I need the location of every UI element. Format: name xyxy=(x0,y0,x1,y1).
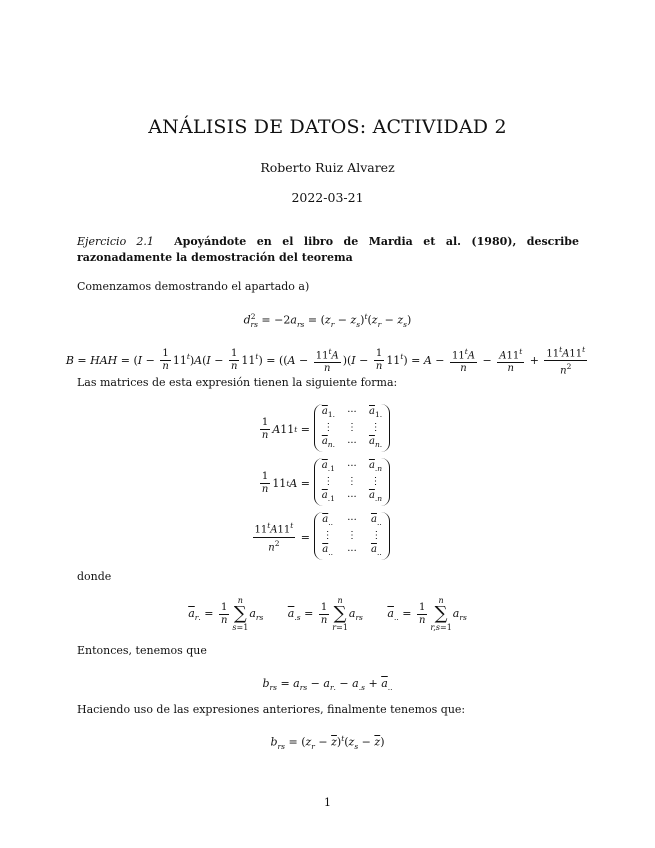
exercise-text: Apoyándote en el libro de Mardia et al. (1980), describe razonadamente la demostración del teorema xyxy=(77,235,579,264)
matrix-1: $\overline{a}_{1.}$ ··· $\overline{a}_{1.}$ ⋮ ⋮ ⋮ $\overline{a}_{n.}$ ··· $\overline{a}_{n.}$ xyxy=(314,404,390,452)
document-date: 2022-03-21 xyxy=(291,190,364,205)
exercise-statement xyxy=(77,234,579,266)
entonces-paragraph: Entonces, tenemos que xyxy=(77,644,207,657)
haciendo-paragraph: Haciendo uso de las expresiones anteriores, finalmente tenemos que: xyxy=(77,703,466,716)
matrix-equation-2 xyxy=(0,458,655,508)
equation-b-rs-final: $b_{rs} = (z_r - \overline{z})^t(z_s - \overline{z})$ xyxy=(270,734,385,751)
matrix-3-lhs: $\frac{11^tA11^t}{n^2}$ = xyxy=(254,521,310,553)
author-name: Roberto Ruiz Alvarez xyxy=(260,160,395,175)
matrices-intro-paragraph: Las matrices de esta expresión tienen la siguiente forma: xyxy=(77,376,398,389)
document-title: ANÁLISIS DE DATOS: ACTIVIDAD 2 xyxy=(148,116,507,138)
donde-paragraph: donde xyxy=(77,570,112,583)
matrix-equation-1 xyxy=(0,404,655,454)
equation-b-hah: B = HAH = (I − $\frac{1}{n}$ $11^t)A(I$ − $\frac{1}{n}$ $11^t) = ((A$ − $\frac{11^tA}{n}$ )(I − $\frac{1}{n}$ $11^t) = A$ − $\frac{11^tA}{n}$ − $\frac{A11^t}{n}$ + $\frac{11^tA11^t}{n^2}$ xyxy=(65,345,586,377)
matrix-2: $\overline{a}_{.1}$ ··· $\overline{a}_{.n}$ ⋮ ⋮ ⋮ $\overline{a}_{.1}$ ··· $\overline{a}_{.n}$ xyxy=(314,458,390,506)
matrix-1-lhs: $\frac{1}{n}$ A 11 t = xyxy=(261,416,310,441)
matrix-equation-3 xyxy=(0,512,655,562)
equation-b-rs: $b_{rs} = a_{rs} - a_{r.} - a_{.s} + \overline{a}_{..}$ xyxy=(262,677,393,693)
equation-distance: $d^2_{rs} = -2a_{rs} = (z_r - z_s)^t(z_r - z_s)$ xyxy=(243,312,412,329)
equation-means: $\overline{a}_{r.}$ = $\frac{1}{n}$ n ∑ s=1 $a_{rs}$ $\overline{a}_{.s}$ = $\frac{1}{n}$ n ∑ r=1 $a_{rs}$ $\overline{a}_{..}$ = $\frac{1}{n}$ n ∑ r,s=1 $a_{rs}$ xyxy=(188,596,467,632)
page-number: 1 xyxy=(324,796,331,809)
matrix-2-lhs: $\frac{1}{n}$ 11 t A = xyxy=(261,470,310,495)
matrix-3: $\overline{a}_{..}$ ··· $\overline{a}_{..}$ ⋮ ⋮ ⋮ $\overline{a}_{..}$ ··· $\overline{a}_{..}$ xyxy=(314,512,390,560)
intro-paragraph: Comenzamos demostrando el apartado a) xyxy=(77,280,310,293)
exercise-label: Ejercicio 2.1 xyxy=(77,235,154,248)
